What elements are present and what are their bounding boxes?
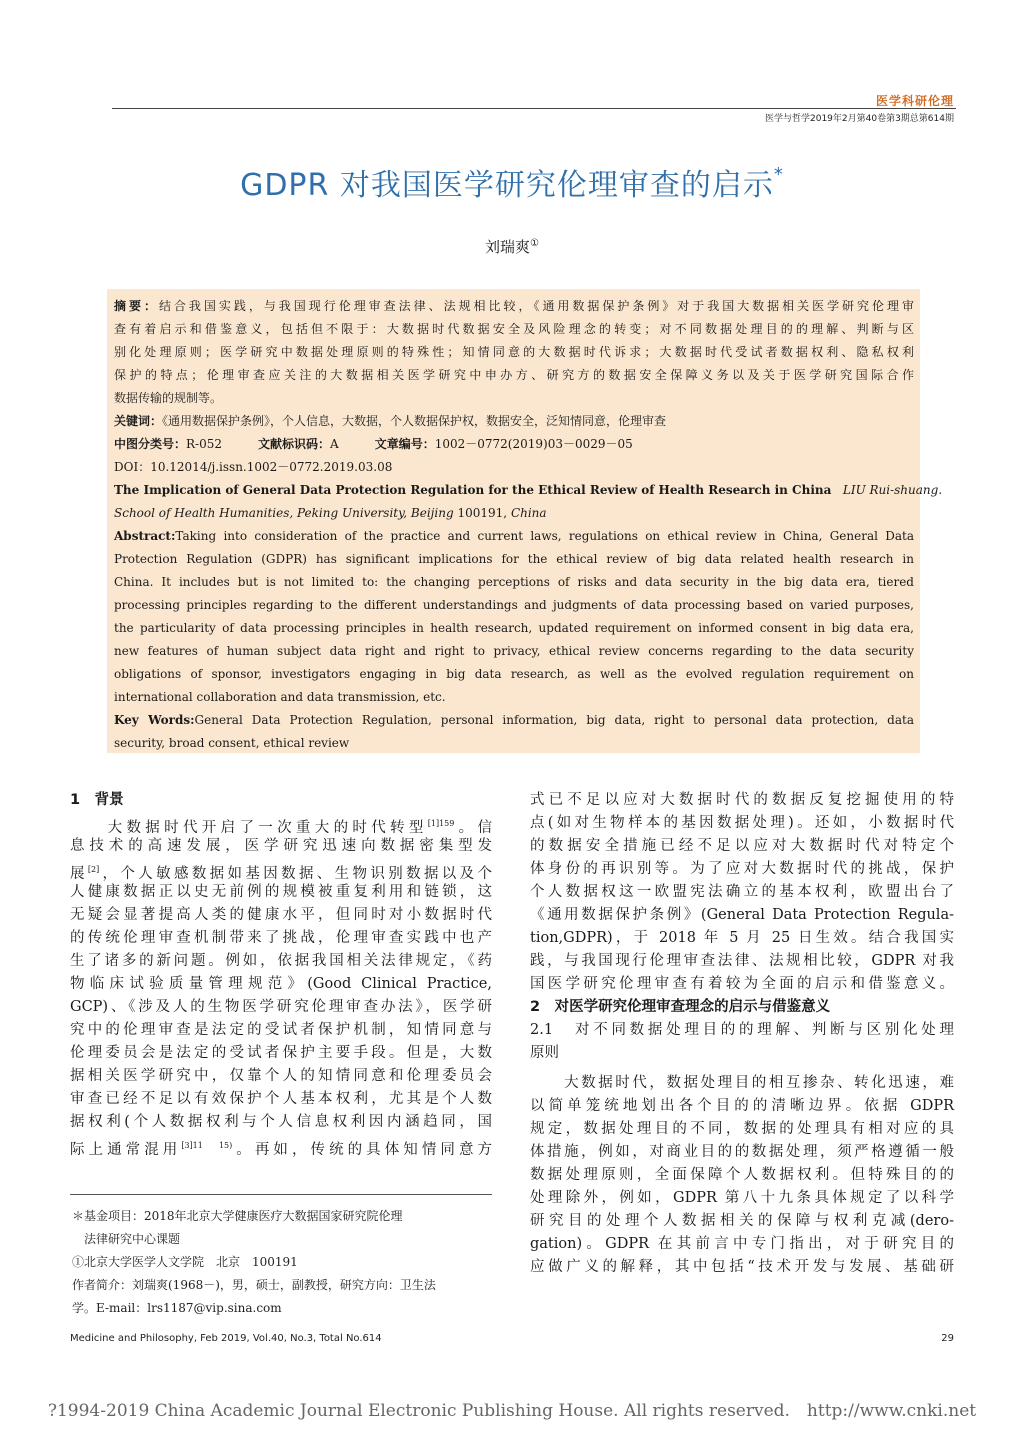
footnote-line: ＊基金项目：2018年北京大学健康医疗大数据国家研究院伦理 bbox=[72, 1209, 403, 1223]
body-line: 审查已经不足以有效保护个人基本权利，尤其是个人数 bbox=[70, 1091, 492, 1107]
body-line: 处理除外，例如，GDPR 第八十九条具体规定了以科学 bbox=[530, 1190, 954, 1206]
section-label: 医学科研伦理 bbox=[875, 94, 954, 108]
english-country: China bbox=[510, 506, 547, 520]
body-line: 践，与我国现行伦理审查法律、法规相比较，GDPR 对我 bbox=[530, 953, 954, 969]
english-postcode: 100191, bbox=[457, 506, 508, 520]
body-line: 据相关医学研究中，仅靠个人的知情同意和伦理委员会 bbox=[70, 1068, 492, 1084]
doi: DOI：10.12014/j.issn.1002－0772.2019.03.08 bbox=[114, 460, 393, 474]
body-line: 息技术的高速发展，医学研究迅速向数据密集型发 bbox=[70, 838, 492, 854]
title-text: GDPR 对我国医学研究伦理审查的启示 bbox=[240, 168, 774, 203]
body-line: 究中的伦理审查是法定的受试者保护机制，知情同意与 bbox=[70, 1022, 492, 1038]
abstract-en-line: obligations of sponsor, investigators engaging in big data research, as well as the evolved regulation requirement on bbox=[114, 667, 914, 681]
footnote-line: 法律研究中心课题 bbox=[72, 1232, 181, 1246]
journal-info: 医学与哲学2019年2月第40卷第3期总第614期 bbox=[765, 114, 954, 124]
abstract-en-line: Abstract:Taking into consideration of the practice and current laws, regulations on ethical review in China, General Data bbox=[114, 529, 914, 543]
body-line: 物临床试验质量管理规范》(Good Clinical Practice, bbox=[70, 976, 492, 992]
abstract-en-line: China. It includes but is not limited to: the changing perceptions of risks and data security in the big data era, tiered bbox=[114, 575, 914, 589]
english-title: The Implication of General Data Protection Regulation for the Ethical Review of Health Research in China bbox=[114, 483, 832, 497]
citation-ref: [2] bbox=[87, 865, 100, 874]
body-line: 应做广义的解释，其中包括“技术开发与发展、基础研 bbox=[530, 1259, 954, 1275]
english-affiliation: School of Health Humanities, Peking University, Beijing bbox=[114, 506, 454, 520]
body-line: 大数据时代，数据处理目的相互掺杂、转化迅速，难 bbox=[530, 1075, 954, 1091]
body-line: 研究目的处理个人数据相关的保障与权利克减(dero- bbox=[530, 1213, 954, 1229]
article-number-label: 文章编号： bbox=[374, 437, 435, 451]
abstract-cn-line: 查有着启示和借鉴意义，包括但不限于：大数据时代数据安全及风险理念的转变；对不同数据处理目的的理解、判断与区 bbox=[114, 322, 914, 336]
subsection-heading-2-1: 2.1 对不同数据处理目的的理解、判断与区别化处理 bbox=[530, 1022, 954, 1038]
body-line: 据权利(个人数据权利与个人信息权利因内涵趋同，国 bbox=[70, 1114, 492, 1130]
body-line: 个人数据权这一欧盟宪法确立的基本权利，欧盟出台了 bbox=[530, 884, 954, 900]
abstract-en-label: Abstract: bbox=[114, 529, 176, 543]
abstract-en-line: new features of human subject data right and right to privacy, ethical review concerns regarding to the data security bbox=[114, 644, 914, 658]
section-heading-1: 1 背景 bbox=[70, 792, 124, 808]
keywords-en-label: Key Words: bbox=[114, 713, 195, 727]
abstract-en-line: processing principles regarding to the different understandings and judgments of data processing based on varied purposes, bbox=[114, 598, 914, 612]
keywords-en-line: Key Words:General Data Protection Regulation, personal information, big data, right to personal data protection, data bbox=[114, 713, 914, 727]
abstract-cn-line: 别化处理原则；医学研究中数据处理原则的特殊性；知情同意的大数据时代诉求；大数据时代受试者数据权利、隐私权利 bbox=[114, 345, 914, 359]
body-line: 国医学研究伦理审查有着较为全面的启示和借鉴意义。 bbox=[530, 976, 954, 992]
body-line: 体身份的再识别等。为了应对大数据时代的挑战，保护 bbox=[530, 861, 954, 877]
body-line: 的传统伦理审查机制带来了挑战，伦理审查实践中也产 bbox=[70, 930, 492, 946]
author-footnote-mark: ① bbox=[530, 238, 539, 249]
body-line: 无疑会显著提高人类的健康水平，但同时对小数据时代 bbox=[70, 907, 492, 923]
author-name: 刘瑞爽 bbox=[485, 238, 531, 256]
footnote-line: 学。E-mail：lrs1187@vip.sina.com bbox=[72, 1301, 282, 1315]
paper-title bbox=[0, 160, 1024, 204]
keywords-cn-text: 《通用数据保护条例》，个人信息，大数据，个人数据保护权，数据安全，泛知情同意，伦理审查 bbox=[162, 414, 667, 428]
body-line: 大数据时代开启了一次重大的时代转型$^{[1]159}$。信 bbox=[70, 819, 492, 836]
abstract-en-line: Protection Regulation (GDPR) has significant implications for the ethical review of big data related health research in bbox=[114, 552, 914, 566]
abstract-en-line: international collaboration and data transmission, etc. bbox=[114, 690, 446, 704]
body-line: 展[2]，个人敏感数据如基因数据、生物识别数据以及个 bbox=[70, 865, 493, 882]
body-line: 规定，数据处理目的不同，数据的处理具有相对应的具 bbox=[530, 1121, 954, 1137]
footer-journal: Medicine and Philosophy, Feb 2019, Vol.40, No.3, Total No.614 bbox=[70, 1333, 382, 1344]
body-line: 人健康数据正以史无前例的规模被重复利用和链锁，这 bbox=[70, 884, 492, 900]
footnote-rule bbox=[70, 1194, 492, 1195]
header-rule bbox=[112, 108, 956, 109]
body-line: 点(如对生物样本的基因数据处理)。还如，小数据时代 bbox=[530, 815, 954, 831]
abstract-en-line: the particularity of data processing principles in health research, updated requirement on informed consent in big data era, bbox=[114, 621, 914, 635]
body-line: GCP)、《涉及人的生物医学研究伦理审查办法》，医学研 bbox=[70, 999, 492, 1015]
abstract-cn-line: 保护的特点；伦理审查应关注的大数据相关医学研究中申办方、研究方的数据安全保障义务以及关于医学研究国际合作 bbox=[114, 368, 914, 382]
body-line: 以简单笼统地划出各个目的的清晰边界。依据 GDPR bbox=[530, 1098, 954, 1114]
keywords-en-line: security, broad consent, ethical review bbox=[114, 736, 350, 750]
doc-code-value: A bbox=[330, 437, 339, 451]
body-line: 体措施，例如，对商业目的的数据处理，须严格遵循一般 bbox=[530, 1144, 954, 1160]
english-title-line bbox=[114, 479, 943, 501]
body-line: 伦理委员会是法定的受试者保护主要手段。但是，大数 bbox=[70, 1045, 492, 1061]
body-line: 数据处理原则，全面保障个人数据权利。但特殊目的的 bbox=[530, 1167, 954, 1183]
body-line: 式已不足以应对大数据时代的数据反复挖掘使用的特 bbox=[530, 792, 954, 808]
english-author: LIU Rui-shuang. bbox=[842, 483, 943, 497]
clc-label: 中图分类号： bbox=[114, 437, 187, 451]
abstract-cn-line: 数据传输的规制等。 bbox=[114, 391, 223, 405]
classification-line bbox=[114, 433, 914, 455]
keywords-cn bbox=[114, 410, 914, 432]
doc-code-label: 文献标识码： bbox=[258, 437, 331, 451]
body-line: 《通用数据保护条例》(General Data Protection Regula- bbox=[530, 907, 954, 923]
body-line: 际上通常混用$^{[3]11 15)}$。再如，传统的具体知情同意方 bbox=[70, 1141, 493, 1158]
abstract-cn-label: 摘要： bbox=[114, 299, 159, 313]
clc-value: R-052 bbox=[186, 437, 223, 451]
body-line: tion,GDPR)，于 2018 年 5 月 25 日生效。结合我国实 bbox=[530, 930, 954, 946]
citation-ref: [1]159 bbox=[427, 819, 455, 828]
section-heading-2: 2 对医学研究伦理审查理念的启示与借鉴意义 bbox=[530, 999, 831, 1015]
article-number-value: 1002－0772(2019)03－0029－05 bbox=[434, 437, 633, 451]
citation-ref: [3]11 15) bbox=[181, 1141, 233, 1150]
copyright-notice: ?1994-2019 China Academic Journal Electronic Publishing House. All rights reserved. http://www.cnki.net bbox=[47, 1401, 977, 1421]
body-line: gation)。GDPR 在其前言中专门指出，对于研究目的 bbox=[530, 1236, 954, 1252]
english-affiliation-line bbox=[114, 502, 914, 524]
page-number: 29 bbox=[941, 1333, 954, 1344]
abstract-cn-line: 摘要：结合我国实践，与我国现行伦理审查法律、法规相比较，《通用数据保护条例》对于我国大数据相关医学研究伦理审 bbox=[114, 299, 914, 313]
body-line: 的数据安全措施已经不足以应对大数据时代对特定个 bbox=[530, 838, 954, 854]
footnote-line: 作者简介：刘瑞爽(1968－)，男，硕士，副教授，研究方向：卫生法 bbox=[72, 1278, 436, 1292]
subsection-heading-2-1-cont: 原则 bbox=[530, 1045, 559, 1061]
author bbox=[0, 236, 1024, 257]
footnote-line: ①北京大学医学人文学院 北京 100191 bbox=[72, 1255, 298, 1269]
body-line: 生了诸多的新问题。例如，依据我国相关法律规定，《药 bbox=[70, 953, 492, 969]
title-footnote-mark: * bbox=[773, 164, 784, 185]
keywords-cn-label: 关键词： bbox=[114, 414, 163, 428]
